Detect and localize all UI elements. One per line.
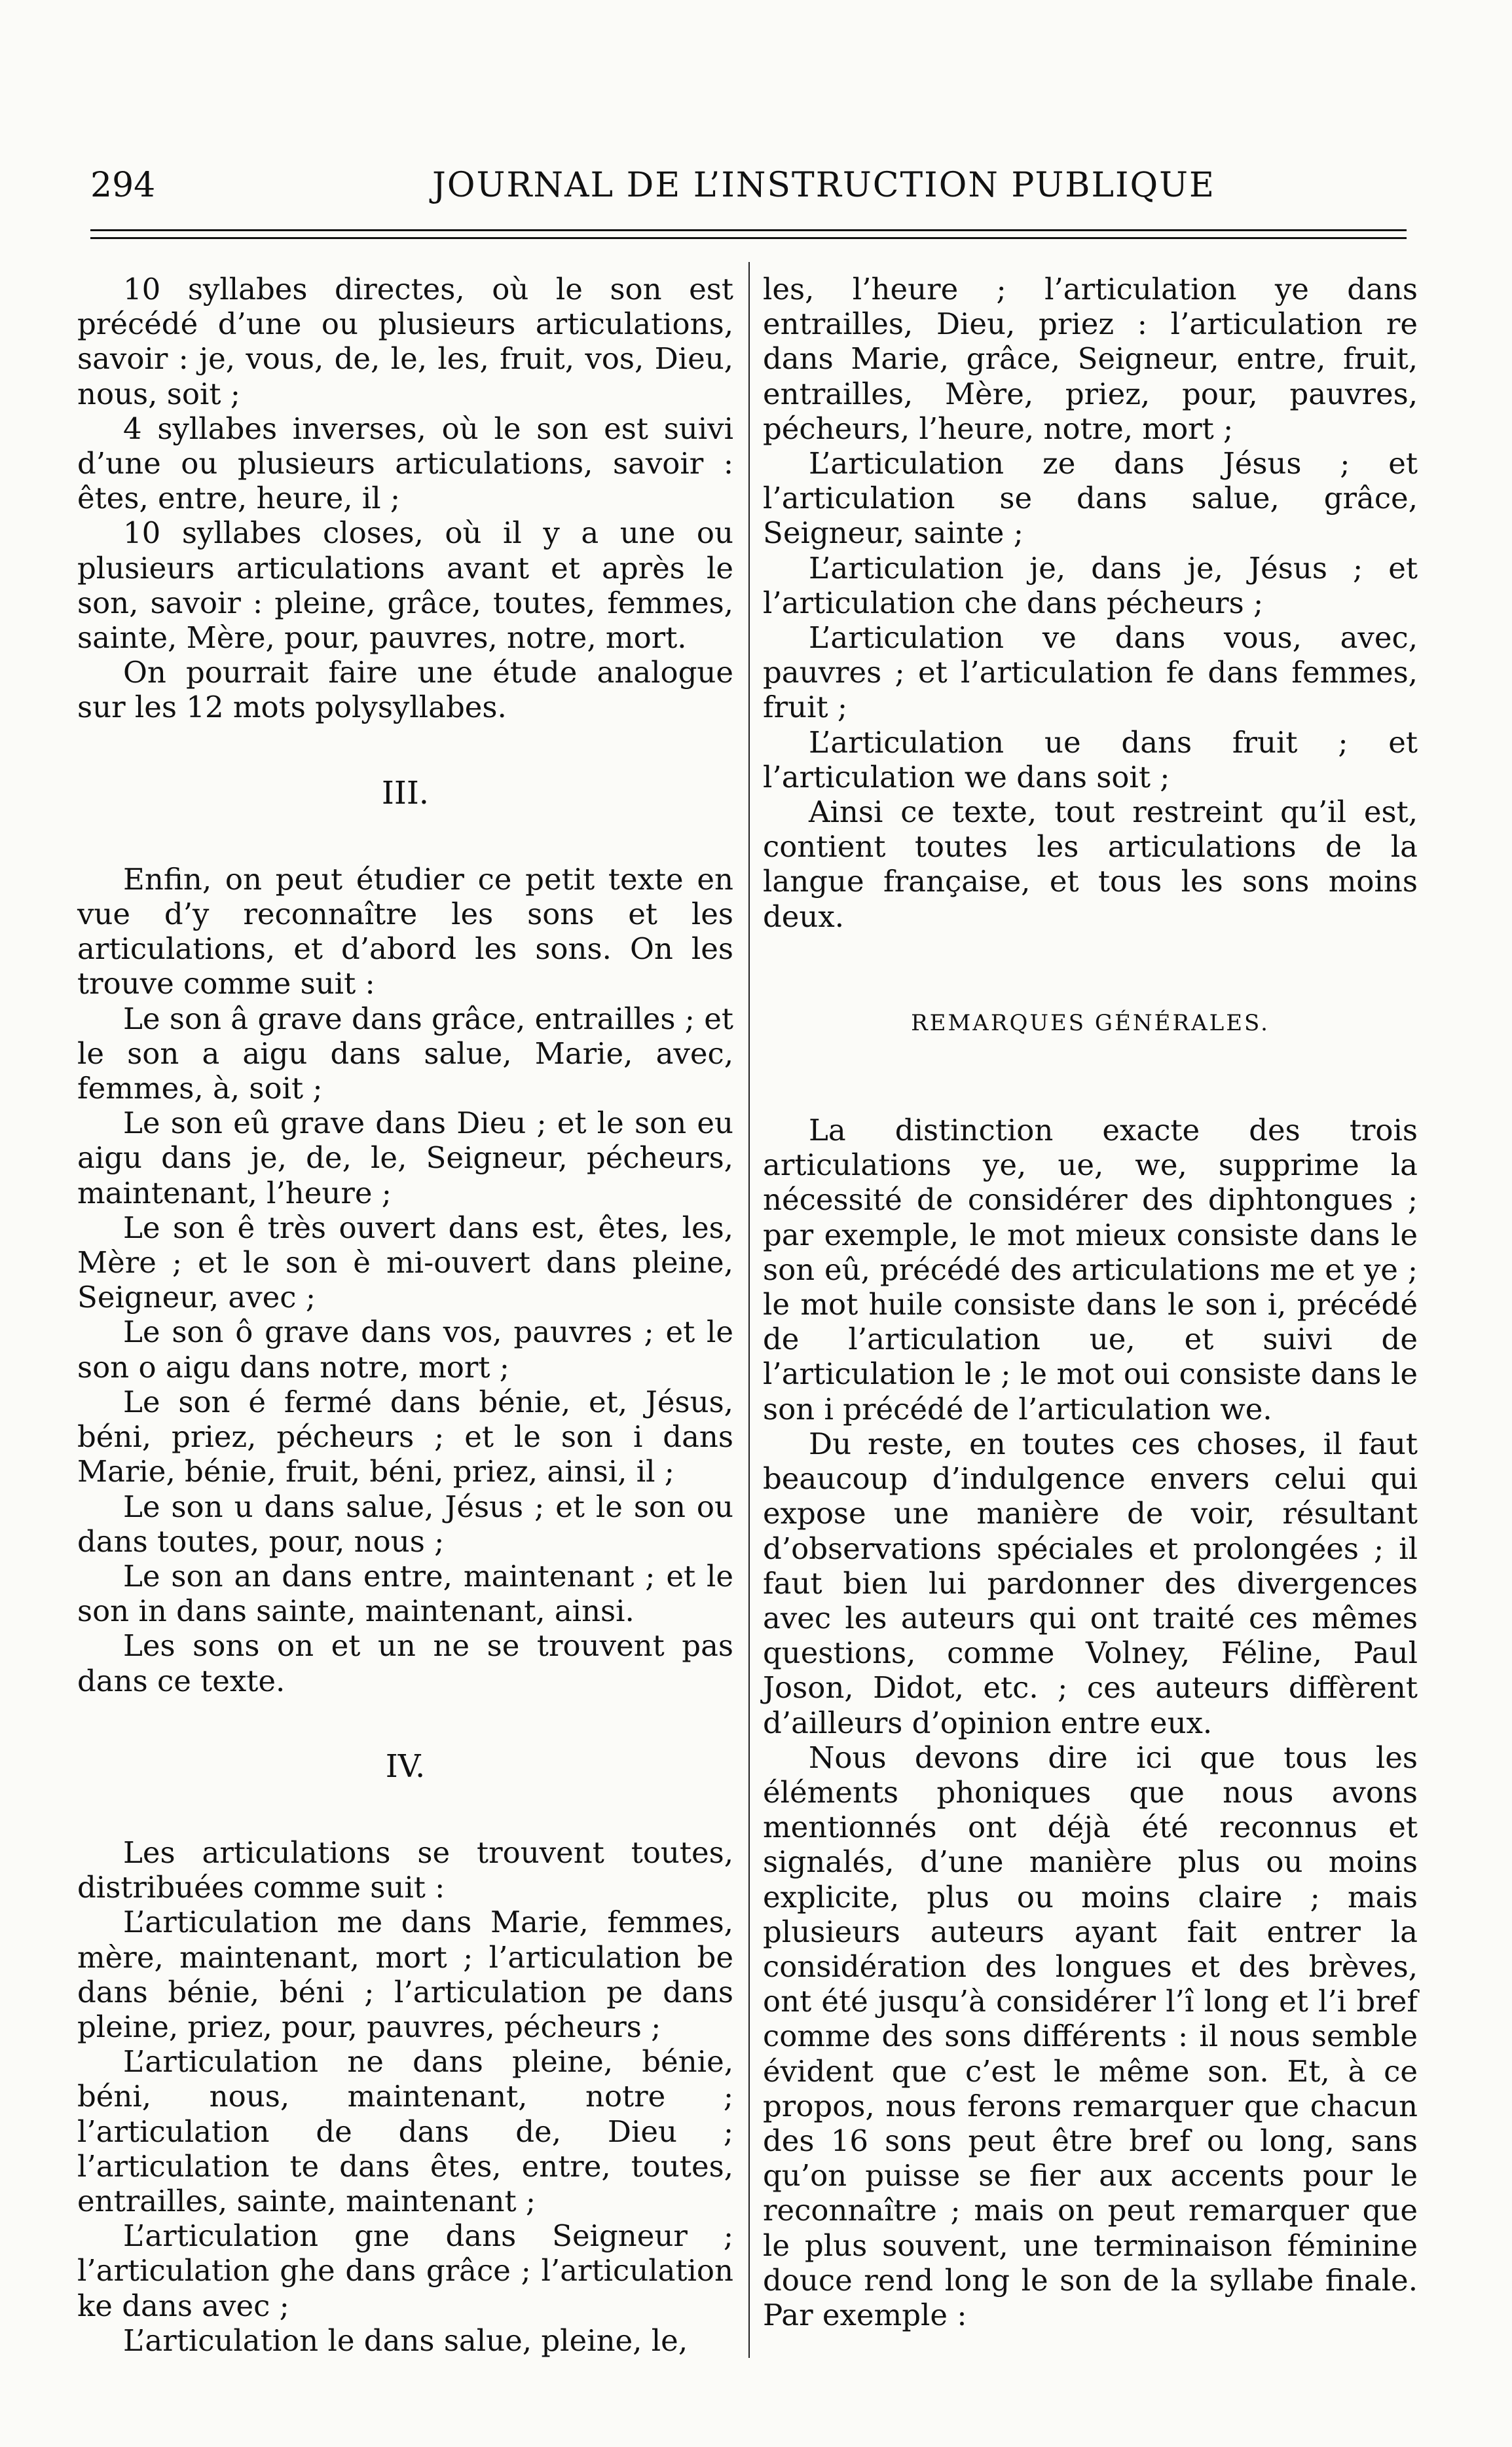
column-divider [748, 262, 750, 2358]
paragraph: 10 syllabes closes, où il y a une ou plusieurs articulations avant et après le son, savoir : pleine, grâce, toutes, femmes, sainte, Mère, pour, pauvres, notre, mort. [77, 515, 733, 656]
section-heading: III. [381, 774, 430, 812]
paragraph: Le son ô grave dans vos, pauvres ; et le son o aigu dans notre, mort ; [77, 1315, 733, 1385]
section-heading: IV. [385, 1747, 426, 1785]
paragraph: Le son ê très ouvert dans est, êtes, les, Mère ; et le son è mi-ouvert dans pleine, Seigneur, avec ; [77, 1210, 733, 1315]
paragraph: 10 syllabes directes, où le son est précédé d’une ou plusieurs articulations, savoir : je, vous, de, le, les, fruit, vos, Dieu, nous, soit ; [77, 272, 733, 411]
paragraph: Les sons on et un ne se trouvent pas dans ce texte. [77, 1628, 733, 1698]
paragraph: Le son u dans salue, Jésus ; et le son ou dans toutes, pour, nous ; [77, 1489, 733, 1559]
paragraph-continuation: les, l’heure ; l’articulation ye dans entrailles, Dieu, priez : l’articulation re dans Marie, grâce, Seigneur, entre, fruit, entrailles, Mère, priez, pour, pauvres, pécheurs, l’heure, notre, mort ; [763, 272, 1418, 446]
paragraph: La distinction exacte des trois articulations ye, ue, we, supprime la nécessité de considérer des diphtongues ; par exemple, le mot mieux consiste dans le son eû, précédé des articulations me et ye ; le mot huile consiste dans le son i, précédé de l’articulation ue, et suivi de l’articulation le ; le mot oui consiste dans le son i précédé de l’articulation we. [763, 1113, 1418, 1427]
left-column [77, 272, 733, 2358]
running-head [90, 156, 1420, 215]
paragraph: Enfin, on peut étudier ce petit texte en vue d’y reconnaître les sons et les articulations, et d’abord les sons. On les trouve comme suit : [77, 861, 733, 1001]
paragraph: Ainsi ce texte, tout restreint qu’il est, contient toutes les articulations de la langue française, et tous les sons moins deux. [763, 794, 1418, 934]
paragraph: 4 syllabes inverses, où le son est suivi d’une ou plusieurs articulations, savoir : êtes, entre, heure, il ; [77, 411, 733, 516]
right-column [763, 272, 1418, 2332]
paragraph: Du reste, en toutes ces choses, il faut beaucoup d’indulgence envers celui qui expose une manière de voir, résultant d’observations spéciales et prolongées ; il faut bien lui pardonner des divergences avec les auteurs qui ont traité ces mêmes questions, comme Volney, Féline, Paul Joson, Didot, etc. ; ces auteurs diffèrent d’ailleurs d’opinion entre eux. [763, 1426, 1418, 1740]
journal-title: JOURNAL DE L’INSTRUCTION PUBLIQUE [432, 166, 1215, 205]
paragraph: Le son â grave dans grâce, entrailles ; et le son a aigu dans salue, Marie, avec, femmes, à, soit ; [77, 1001, 733, 1106]
paragraph: L’articulation me dans Marie, femmes, mère, maintenant, mort ; l’articulation be dans bénie, béni ; l’articulation pe dans pleine, priez, pour, pauvres, pécheurs ; [77, 1905, 733, 2044]
paragraph: L’articulation gne dans Seigneur ; l’articulation ghe dans grâce ; l’articulation ke dans avec ; [77, 2218, 733, 2323]
header-rule [90, 229, 1407, 239]
paragraph: L’articulation je, dans je, Jésus ; et l’articulation che dans pécheurs ; [763, 550, 1418, 620]
paragraph: On pourrait faire une étude analogue sur les 12 mots polysyllabes. [77, 655, 733, 725]
paragraph: L’articulation ne dans pleine, bénie, béni, nous, maintenant, notre ; l’articulation de dans de, Dieu ; l’articulation te dans êtes, entre, toutes, entrailles, sainte, maintenant ; [77, 2044, 733, 2218]
paragraph: Nous devons dire ici que tous les éléments phoniques que nous avons mentionnés ont déjà été reconnus et signalés, d’une manière plus ou moins explicite, plus ou moins claire ; mais plusieurs auteurs ayant fait entrer la considération des longues et des brèves, ont été jusqu’à considérer l’î long et l’i bref comme des sons différents : il nous semble évident que c’est le même son. Et, à ce propos, nous ferons remarquer que chacun des 16 sons peut être bref ou long, sans qu’on puisse se fier aux accents pour le reconnaître ; mais on peut remarquer que le plus souvent, une terminaison féminine douce rend long le son de la syllabe finale. Par exemple : [763, 1740, 1418, 2332]
paragraph: Les articulations se trouvent toutes, distribuées comme suit : [77, 1835, 733, 1905]
paragraph: Le son an dans entre, maintenant ; et le son in dans sainte, maintenant, ainsi. [77, 1558, 733, 1629]
paragraph: L’articulation le dans salue, pleine, le, [123, 2323, 688, 2358]
paragraph: L’articulation ve dans vous, avec, pauvres ; et l’articulation fe dans femmes, fruit ; [763, 620, 1418, 725]
page-number: 294 [90, 166, 156, 205]
paragraph: L’articulation ue dans fruit ; et l’articulation we dans soit ; [763, 724, 1418, 794]
paragraph: Le son eû grave dans Dieu ; et le son eu aigu dans je, de, le, Seigneur, pécheurs, maintenant, l’heure ; [77, 1106, 733, 1210]
section-heading-remarques: REMARQUES GÉNÉRALES. [911, 1009, 1270, 1036]
paragraph: Le son é fermé dans bénie, et, Jésus, béni, priez, pécheurs ; et le son i dans Marie, bénie, fruit, béni, priez, ainsi, il ; [77, 1384, 733, 1489]
paragraph: L’articulation ze dans Jésus ; et l’articulation se dans salue, grâce, Seigneur, sainte ; [763, 446, 1418, 551]
